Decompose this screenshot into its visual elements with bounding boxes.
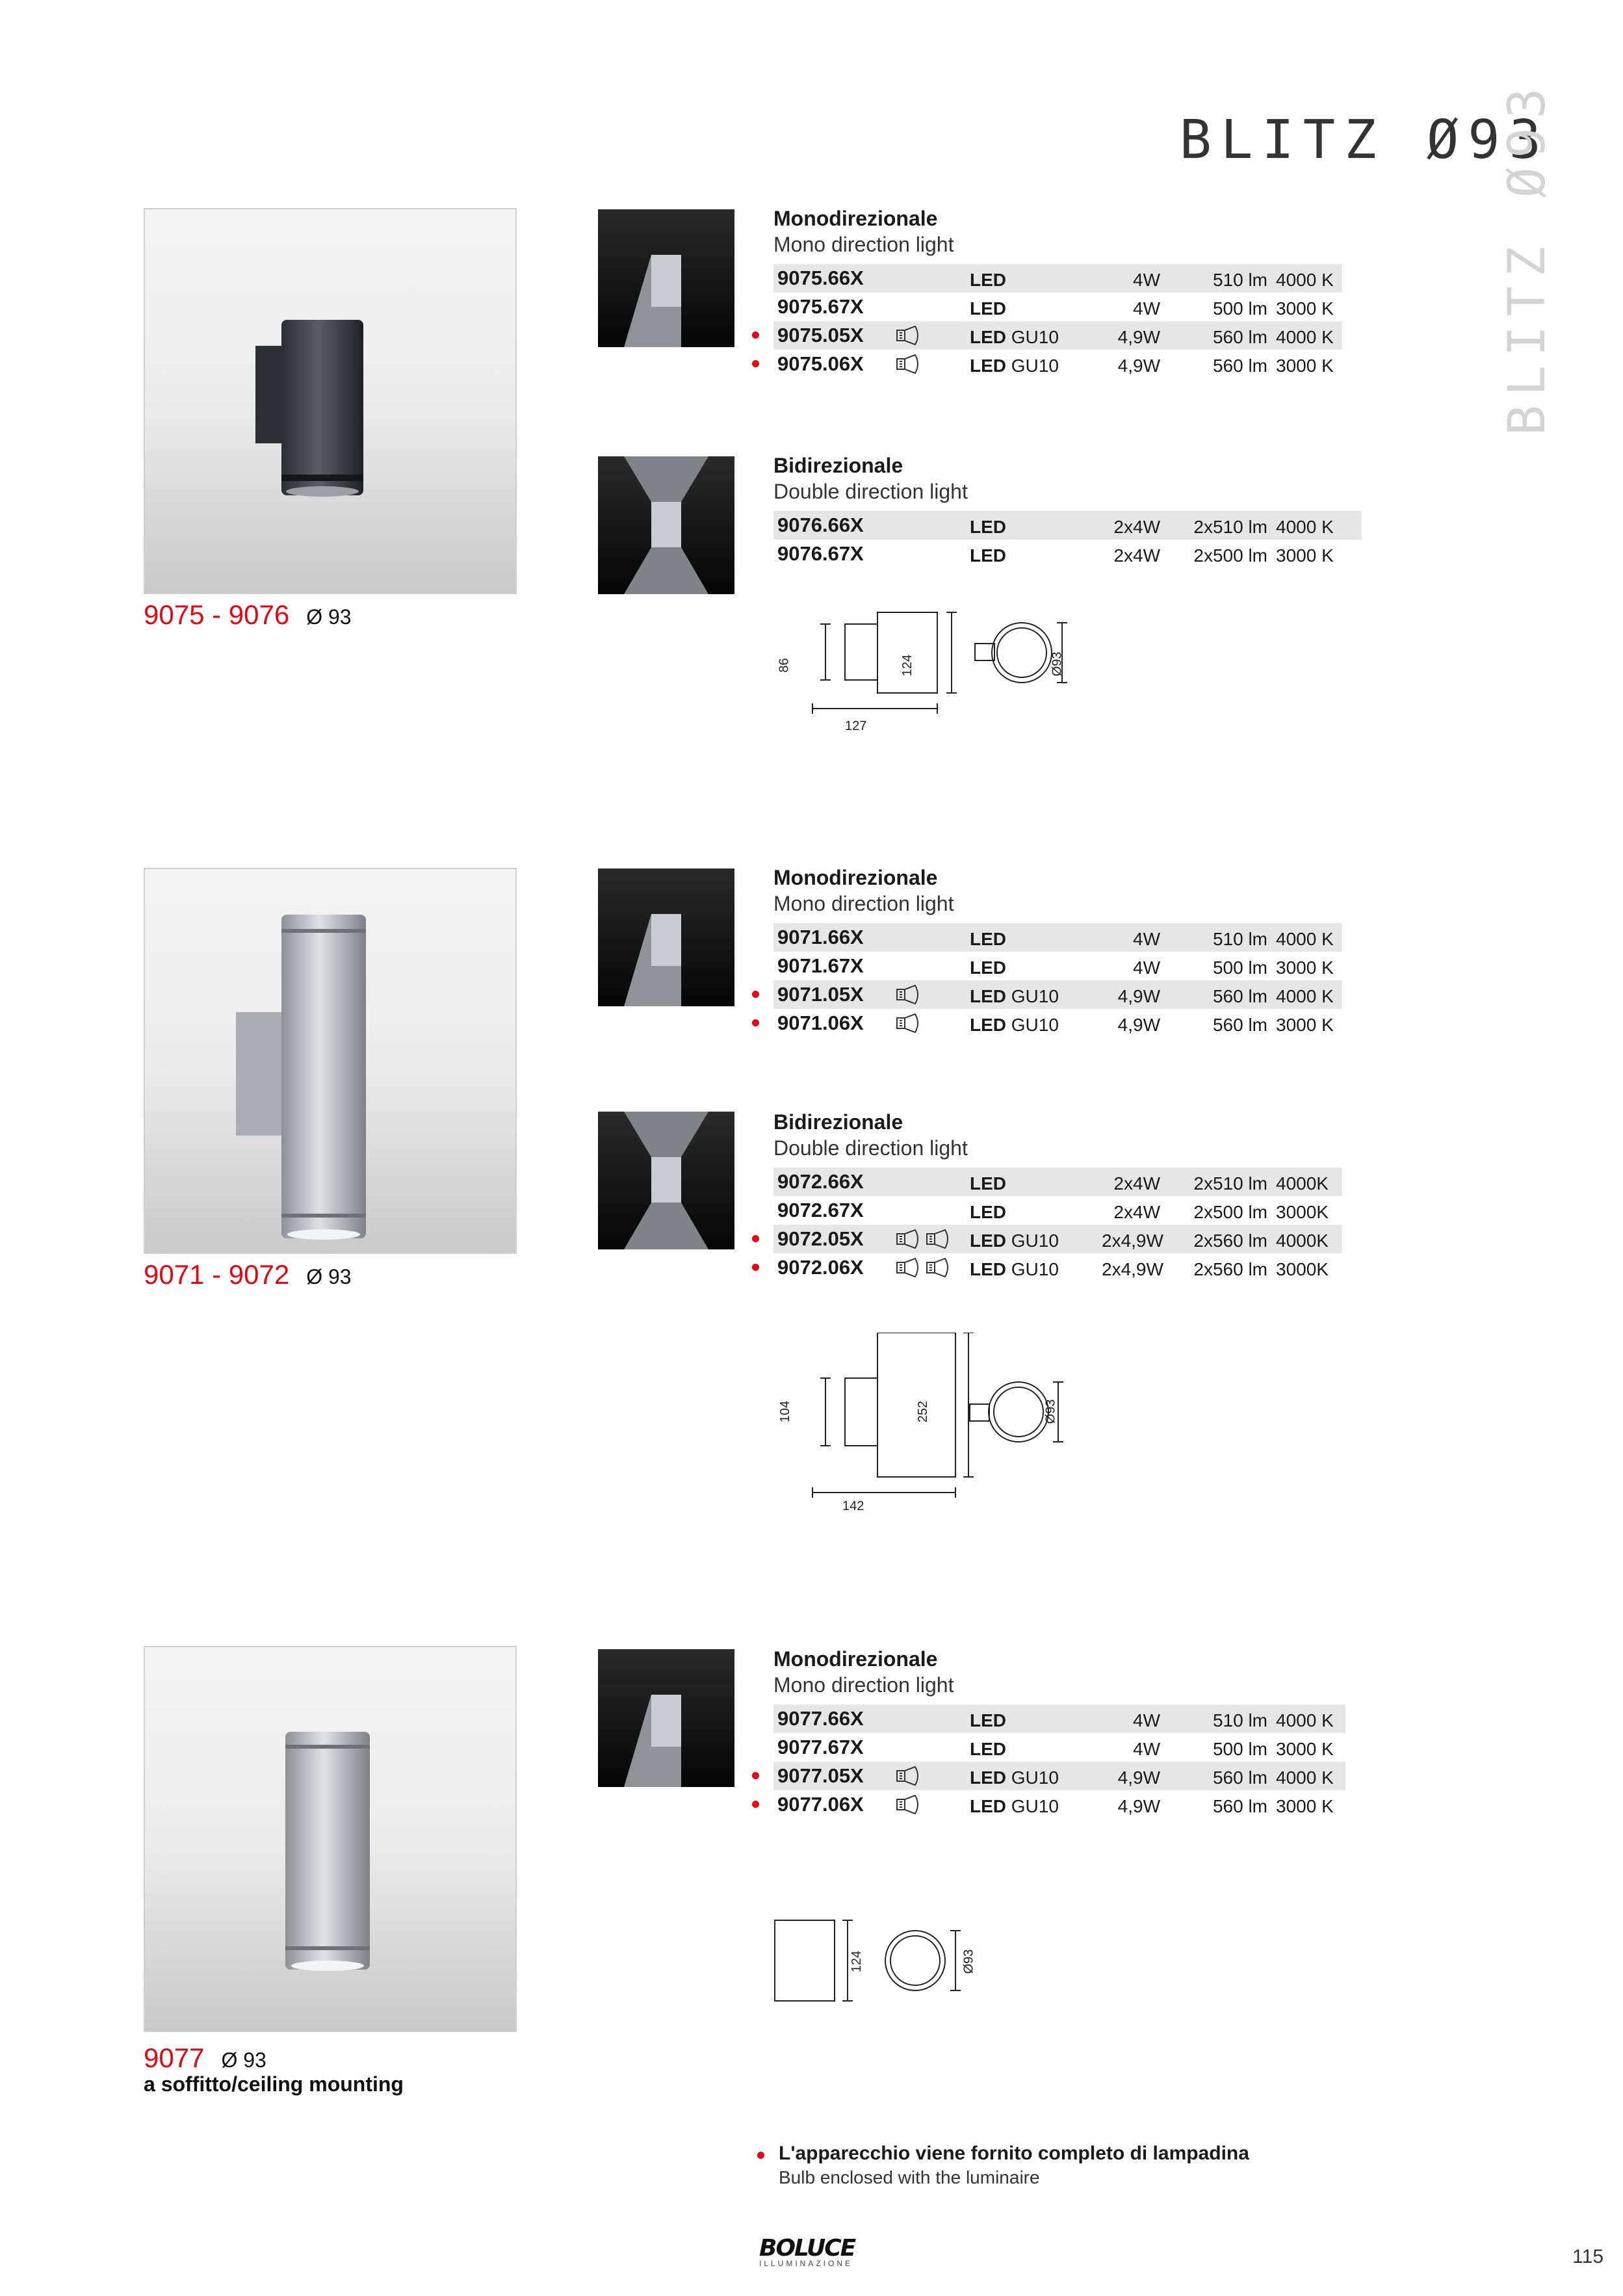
- spec-row: [773, 321, 1342, 350]
- wattage: 4W: [1133, 298, 1160, 319]
- color-temperature: 4000 K: [1276, 986, 1334, 1006]
- color-temperature: 3000 K: [1276, 1015, 1334, 1035]
- light-source: LED: [970, 1739, 1006, 1759]
- article-code: 9071.67X: [777, 954, 864, 977]
- spec-row: [773, 1196, 1342, 1225]
- color-temperature: 3000 K: [1276, 545, 1334, 566]
- bulb-icon: [896, 1793, 926, 1816]
- beam-mono-icon: [598, 1649, 734, 1787]
- beam-mono-icon: [598, 209, 734, 347]
- section-title-en: Mono direction light: [773, 233, 954, 256]
- bulb-included-dot: [752, 1019, 759, 1026]
- product-photo-9071: [144, 868, 517, 1254]
- dimension-label: 252: [916, 1400, 931, 1423]
- product-code: 9071 - 9072: [144, 1259, 290, 1290]
- dimension-label: 142: [842, 1499, 864, 1513]
- light-source: LED: [970, 327, 1006, 347]
- light-source: LED: [970, 1202, 1006, 1222]
- color-temperature: 4000K: [1276, 1231, 1329, 1251]
- wattage: 2x4W: [1113, 1173, 1160, 1194]
- light-source: LED: [970, 1173, 1006, 1194]
- light-source: LED: [970, 1015, 1006, 1035]
- light-source: LED: [970, 545, 1006, 566]
- wattage: 4,9W: [1117, 327, 1160, 347]
- lamp-dark-image: [145, 209, 518, 595]
- spec-row: [773, 1704, 1345, 1733]
- lumen: 2x560 lm: [1193, 1259, 1267, 1279]
- beam-double-icon: [598, 1112, 734, 1249]
- article-code: 9075.67X: [777, 295, 864, 318]
- section-title-it: Monodirezionale: [773, 866, 938, 889]
- light-source: LED: [970, 1259, 1006, 1279]
- wattage: 4W: [1133, 958, 1160, 978]
- light-source: LED: [970, 1231, 1006, 1251]
- spec-row: [773, 1168, 1342, 1196]
- dimension-label: 127: [845, 719, 867, 733]
- product-code: 9077: [144, 2042, 205, 2073]
- bulb-included-dot: [752, 360, 759, 367]
- dimension-label: 86: [777, 658, 792, 673]
- bulb-included-dot: [752, 1772, 759, 1779]
- article-code: 9075.66X: [777, 267, 864, 289]
- article-code: 9077.67X: [777, 1736, 864, 1758]
- wattage: 4W: [1133, 270, 1160, 290]
- spec-row: [773, 350, 1342, 378]
- spec-row: [773, 293, 1342, 321]
- article-code: 9075.06X: [777, 352, 864, 375]
- light-source: LED: [970, 298, 1006, 319]
- bulb-icon: [896, 352, 926, 376]
- wattage: 4,9W: [1117, 356, 1160, 376]
- lumen: 510 lm: [1212, 1710, 1267, 1730]
- bulb-icon: [896, 1227, 955, 1251]
- lamp-base: GU10: [1011, 1796, 1059, 1816]
- lumen: 560 lm: [1212, 327, 1267, 347]
- logo-text: BOLUCE: [759, 2235, 855, 2262]
- light-source: LED: [970, 517, 1006, 537]
- spec-table: [773, 511, 1362, 568]
- lamp-base: GU10: [1011, 986, 1059, 1006]
- product-diameter: Ø 93: [221, 2048, 266, 2072]
- beam-mono-icon: [598, 868, 734, 1006]
- wattage: 2x4W: [1113, 545, 1160, 566]
- wattage: 4W: [1133, 1710, 1160, 1730]
- light-source: LED: [970, 1796, 1006, 1816]
- product-label-3: [144, 2042, 266, 2074]
- spec-row: [773, 1733, 1345, 1762]
- color-temperature: 3000 K: [1276, 1796, 1334, 1816]
- article-code: 9076.67X: [777, 542, 864, 565]
- spec-table: [773, 1704, 1345, 1819]
- color-temperature: 4000 K: [1276, 517, 1334, 537]
- dimension-label: 104: [778, 1400, 793, 1423]
- lumen: 560 lm: [1212, 1768, 1267, 1788]
- spec-row: [773, 264, 1342, 293]
- section-title-it: Bidirezionale: [773, 1110, 903, 1134]
- article-code: 9075.05X: [777, 324, 864, 346]
- section-title-it: Monodirezionale: [773, 1647, 938, 1671]
- dimension-drawing-9075: [760, 611, 1098, 754]
- wattage: 4,9W: [1117, 986, 1160, 1006]
- light-source: LED: [970, 270, 1006, 290]
- lumen: 2x560 lm: [1193, 1231, 1267, 1251]
- light-source: LED: [970, 1710, 1006, 1730]
- lumen: 560 lm: [1212, 1015, 1267, 1035]
- spec-row: [773, 952, 1342, 980]
- light-source: LED: [970, 1768, 1006, 1788]
- lamp-ceiling-image: [145, 1647, 518, 2033]
- lamp-base: GU10: [1011, 327, 1059, 347]
- bulb-included-dot: [752, 332, 759, 339]
- wattage: 4W: [1133, 929, 1160, 949]
- lumen: 560 lm: [1212, 356, 1267, 376]
- color-temperature: 3000 K: [1276, 356, 1334, 376]
- color-temperature: 3000K: [1276, 1202, 1329, 1222]
- dimension-label: 124: [850, 1950, 864, 1973]
- logo-subtext: ILLUMINAZIONE: [759, 2259, 853, 2268]
- color-temperature: 4000 K: [1276, 270, 1334, 290]
- bulb-icon: [896, 983, 926, 1006]
- bulb-icon: [896, 1011, 926, 1035]
- color-temperature: 3000 K: [1276, 1739, 1334, 1759]
- bulb-icon: [896, 324, 926, 347]
- lumen: 2x510 lm: [1193, 517, 1267, 537]
- lumen: 560 lm: [1212, 1796, 1267, 1816]
- beam-double-icon: [598, 456, 734, 594]
- spec-table: [773, 264, 1342, 378]
- footer-note-it: L'apparecchio viene fornito completo di lampadina: [779, 2143, 1249, 2164]
- bulb-icon: [896, 1256, 955, 1279]
- section-title-it: Bidirezionale: [773, 454, 903, 477]
- bulb-icon: [896, 1764, 926, 1788]
- lamp-base: GU10: [1011, 1015, 1059, 1035]
- article-code: 9072.66X: [777, 1170, 864, 1193]
- spec-row: [773, 1762, 1345, 1790]
- spec-row: [773, 1790, 1345, 1819]
- spec-row: [773, 980, 1342, 1009]
- spec-row: [773, 540, 1362, 568]
- section-title-en: Mono direction light: [773, 892, 954, 915]
- lumen: 500 lm: [1212, 1739, 1267, 1759]
- product-code: 9075 - 9076: [144, 599, 290, 630]
- dimension-label: 124: [900, 654, 915, 677]
- color-temperature: 4000 K: [1276, 327, 1334, 347]
- lamp-silver-tall-image: [145, 869, 518, 1255]
- article-code: 9072.06X: [777, 1256, 864, 1279]
- brand-logo: [759, 2235, 876, 2268]
- light-source: LED: [970, 356, 1006, 376]
- color-temperature: 4000K: [1276, 1173, 1329, 1194]
- lamp-base: GU10: [1011, 356, 1059, 376]
- product-label-1: [144, 599, 352, 631]
- spec-table: [773, 923, 1342, 1037]
- light-source: LED: [970, 986, 1006, 1006]
- article-code: 9072.05X: [777, 1227, 864, 1250]
- product-subtitle: a soffitto/ceiling mounting: [144, 2072, 404, 2096]
- side-title: BLITZ Ø93: [1498, 79, 1557, 436]
- lumen: 2x510 lm: [1193, 1173, 1267, 1194]
- footer-note-en: Bulb enclosed with the luminaire: [779, 2167, 1040, 2187]
- lumen: 560 lm: [1212, 986, 1267, 1006]
- product-diameter: Ø 93: [306, 605, 352, 629]
- lumen: 510 lm: [1212, 929, 1267, 949]
- product-photo-9075: [144, 208, 517, 594]
- article-code: 9077.05X: [777, 1764, 864, 1787]
- bulb-included-dot: [752, 1264, 759, 1271]
- lamp-base: GU10: [1011, 1768, 1059, 1788]
- spec-row: [773, 1009, 1342, 1037]
- color-temperature: 3000 K: [1276, 958, 1334, 978]
- section-title-en: Mono direction light: [773, 1673, 954, 1697]
- article-code: 9072.67X: [777, 1199, 864, 1221]
- article-code: 9071.05X: [777, 983, 864, 1006]
- spec-table: [773, 1168, 1342, 1282]
- wattage: 4,9W: [1117, 1015, 1160, 1035]
- dimension-label: Ø93: [1043, 1399, 1058, 1424]
- article-code: 9071.66X: [777, 926, 864, 948]
- section-title-en: Double direction light: [773, 1136, 968, 1160]
- light-source: LED: [970, 958, 1006, 978]
- spec-row: [773, 511, 1362, 540]
- color-temperature: 3000K: [1276, 1259, 1329, 1279]
- dimension-label: Ø93: [961, 1949, 976, 1974]
- bulb-included-dot: [752, 1801, 759, 1808]
- lumen: 500 lm: [1212, 958, 1267, 978]
- section-title-en: Double direction light: [773, 480, 968, 503]
- lumen: 2x500 lm: [1193, 1202, 1267, 1222]
- wattage: 2x4W: [1113, 517, 1160, 537]
- color-temperature: 4000 K: [1276, 1768, 1334, 1788]
- wattage: 4W: [1133, 1739, 1160, 1759]
- article-code: 9076.66X: [777, 514, 864, 536]
- spec-row: [773, 923, 1342, 952]
- page-title: BLITZ Ø93: [1179, 109, 1550, 171]
- color-temperature: 4000 K: [1276, 1710, 1334, 1730]
- lumen: 500 lm: [1212, 298, 1267, 319]
- product-label-2: [144, 1259, 352, 1290]
- bulb-included-dot: [752, 991, 759, 998]
- article-code: 9071.06X: [777, 1011, 864, 1034]
- spec-row: [773, 1253, 1342, 1282]
- lamp-base: GU10: [1011, 1259, 1059, 1279]
- page-number: 115: [1572, 2246, 1604, 2267]
- wattage: 2x4,9W: [1102, 1231, 1163, 1251]
- dimension-label: Ø93: [1050, 651, 1065, 677]
- spec-row: [773, 1225, 1342, 1253]
- wattage: 2x4W: [1113, 1202, 1160, 1222]
- color-temperature: 3000 K: [1276, 298, 1334, 319]
- wattage: 4,9W: [1117, 1796, 1160, 1816]
- section-title-it: Monodirezionale: [773, 207, 938, 230]
- wattage: 2x4,9W: [1102, 1259, 1163, 1279]
- wattage: 4,9W: [1117, 1768, 1160, 1788]
- color-temperature: 4000 K: [1276, 929, 1334, 949]
- lumen: 510 lm: [1212, 270, 1267, 290]
- article-code: 9077.66X: [777, 1707, 864, 1730]
- lumen: 2x500 lm: [1193, 545, 1267, 566]
- lamp-base: GU10: [1011, 1231, 1059, 1251]
- light-source: LED: [970, 929, 1006, 949]
- product-diameter: Ø 93: [306, 1265, 352, 1288]
- bulb-included-dot: [757, 2152, 764, 2159]
- bulb-included-dot: [752, 1235, 759, 1242]
- article-code: 9077.06X: [777, 1793, 864, 1816]
- product-photo-9077: [144, 1646, 517, 2032]
